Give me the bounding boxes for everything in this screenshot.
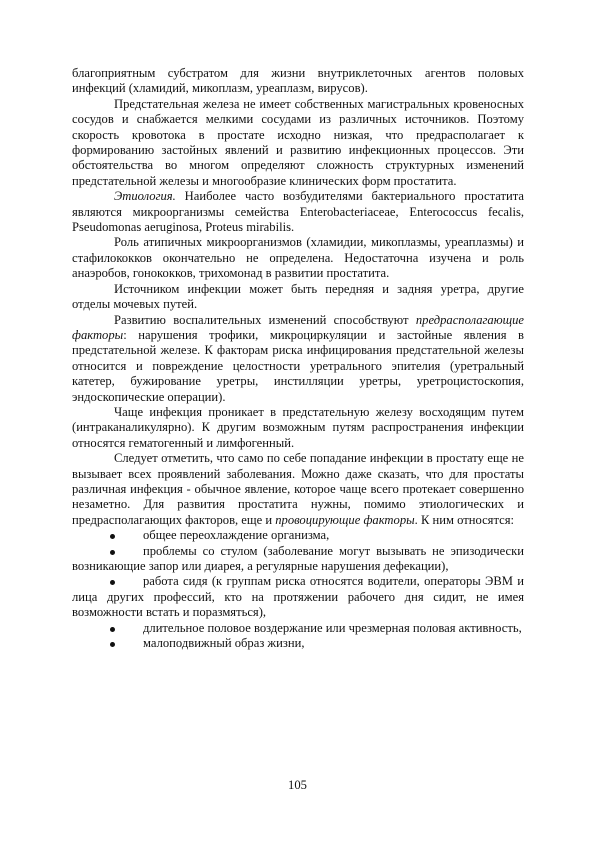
paragraph-provoking-factors: Следует отметить, что само по себе попадание инфекции в простату еще не вызывает всех проявлений заболевания. Можно даже сказать, что для простаты различная инфекция - обычное явление, которое чаще всего протекает совершенно незаметно. Для развития простатита нужны, помимо этиологических и предрасполагающих факторов, еще и провоцирующие факторы. К ним относятся: — [72, 451, 524, 527]
provoking-factors-list — [72, 528, 524, 651]
list-item: малоподвижный образ жизни, — [72, 636, 524, 651]
bullet-icon — [110, 642, 115, 647]
paragraph-etiology: Этиология. Наиболее часто возбудителями бактериального простатита являются микроорганизмы семейства Enterobacteriaceae, Enterococcus fecalis, Pseudomonas aeruginosa, Proteus mirabilis. — [72, 189, 524, 235]
etiology-heading: Этиология. — [114, 189, 176, 204]
paragraph-atypical-organisms: Роль атипичных микроорганизмов (хламидии, микоплазмы, уреаплазмы) и стафилококков окончательно не определена. Недостаточна изучена и роль анаэробов, гонококков, трихомонад в развитии простатита. — [72, 235, 524, 281]
bullet-icon — [110, 550, 115, 555]
page-body — [72, 66, 524, 651]
bullet-icon — [110, 534, 115, 539]
list-item: длительное половое воздержание или чрезмерная половая активность, — [72, 621, 524, 636]
list-item: проблемы со стулом (заболевание могут вызывать не эпизодически возникающие запор или диарея, а регулярные нарушения дефекации), — [72, 543, 524, 573]
bullet-icon — [110, 627, 115, 632]
paragraph-infection-routes: Чаще инфекция проникает в предстательную железу восходящим путем (интраканаликулярно). К другим возможным путям распространения инфекции относятся гематогенный и лимфогенный. — [72, 404, 524, 450]
paragraph-continuation: благоприятным субстратом для жизни внутриклеточных агентов половых инфекций (хламидий, микоплазм, уреаплазм, вирусов). — [72, 66, 524, 96]
page-number: 105 — [288, 778, 307, 792]
paragraph-predisposing-factors: Развитию воспалительных изменений способствуют предрасполагающие факторы: нарушения трофики, микроциркуляции и застойные явления в предстательной железе. К факторам риска инфицирования предстательной железы относится и повреждение целостности уретрального эпителия (уретральный катетер, бужирование уретры, инстилляции уретры, уретроцистоскопия, эндоскопические операции). — [72, 312, 524, 404]
list-item: работа сидя (к группам риска относятся водители, операторы ЭВМ и лица других профессий, кто на протяжении рабочего дня сидит, не имея возможности встать и поразмяться), — [72, 574, 524, 620]
list-item: общее переохлаждение организма, — [72, 528, 524, 543]
paragraph-infection-source: Источником инфекции может быть передняя и задняя уретра, другие отделы мочевых путей. — [72, 281, 524, 312]
predisposing-factors-term: предрасполагающие факторы — [72, 312, 524, 342]
bullet-icon — [110, 580, 115, 585]
provoking-factors-term: провоцирующие факторы — [275, 512, 415, 527]
paragraph-prostate-blood-supply: Предстательная железа не имеет собственных магистральных кровеносных сосудов и снабжается мелкими сосудами из различных источников. Поэтому скорость кровотока в простате исходно низкая, что предрасполагает к формированию застойных явлений и развитию инфекционных процессов. Эти обстоятельства во многом определяют сложность структурных изменений предстательной железы и многообразие клинических форм простатита. — [72, 96, 524, 188]
